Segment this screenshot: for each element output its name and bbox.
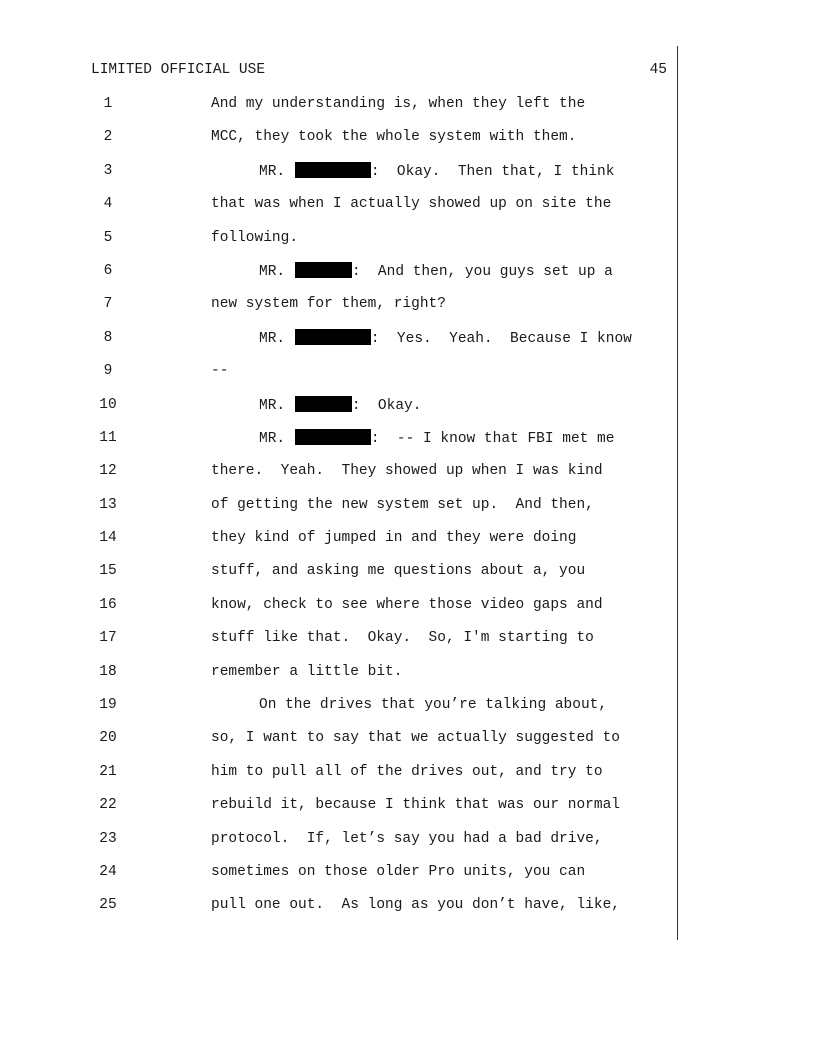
line-number: 17 (99, 630, 117, 647)
line-text: : Okay. (351, 397, 422, 414)
line-text: : Yes. Yeah. Because I know (370, 330, 632, 347)
line-text: remember a little bit. (211, 663, 403, 680)
redaction-box (295, 396, 352, 412)
line-text: stuff like that. Okay. So, I'm starting to (211, 630, 594, 647)
line-number: 9 (103, 363, 113, 380)
line-number: 5 (103, 229, 113, 246)
speaker-line (259, 262, 613, 281)
right-margin-rule (677, 46, 678, 940)
transcript-line (0, 427, 676, 460)
transcript-line (0, 694, 676, 727)
speaker-line (259, 396, 421, 415)
line-text: know, check to see where those video gaps and (211, 596, 603, 613)
line-number: 14 (99, 530, 117, 547)
transcript-line (0, 761, 676, 794)
transcript-line (0, 160, 676, 193)
speaker-title: MR. (259, 163, 286, 180)
line-text: : And then, you guys set up a (351, 263, 613, 280)
line-text: protocol. If, let’s say you had a bad drive, (211, 830, 603, 847)
transcript-line (0, 828, 676, 861)
transcript-line (0, 93, 676, 126)
page-number: 45 (649, 62, 667, 78)
redaction-box (295, 329, 371, 345)
transcript-line (0, 327, 676, 360)
line-text: On the drives that you’re talking about, (259, 697, 608, 714)
line-text: -- (211, 363, 229, 380)
transcript-line (0, 227, 676, 260)
line-text: : Okay. Then that, I think (370, 163, 615, 180)
line-number: 1 (103, 96, 113, 112)
transcript-line (0, 861, 676, 894)
transcript-line (0, 260, 676, 293)
speaker-line (259, 162, 614, 181)
transcript-line (0, 627, 676, 660)
line-text: And my understanding is, when they left the (211, 96, 586, 112)
line-text: : -- I know that FBI met me (370, 430, 615, 447)
redaction-box (295, 162, 371, 178)
speaker-title: MR. (259, 263, 286, 280)
speaker-title: MR. (259, 430, 286, 447)
line-number: 2 (103, 129, 113, 146)
line-text: him to pull all of the drives out, and try to (211, 763, 603, 780)
line-text: following. (211, 229, 299, 246)
transcript-line (0, 894, 676, 927)
transcript-line (0, 126, 676, 159)
line-text: pull one out. As long as you don’t have, like, (211, 897, 620, 914)
line-text: that was when I actually showed up on site the (211, 196, 612, 213)
speaker-title: MR. (259, 330, 286, 347)
transcript-line (0, 460, 676, 493)
line-number: 21 (99, 763, 117, 780)
line-number: 8 (103, 329, 113, 346)
transcript-line (0, 727, 676, 760)
transcript-line (0, 394, 676, 427)
line-number: 18 (99, 663, 117, 680)
transcript-lines (0, 93, 676, 928)
line-number: 15 (99, 563, 117, 580)
transcript-line (0, 293, 676, 326)
speaker-line (259, 329, 632, 348)
classification-header: LIMITED OFFICIAL USE (91, 62, 266, 78)
line-text: stuff, and asking me questions about a, you (211, 563, 586, 580)
line-text: MCC, they took the whole system with them. (211, 129, 577, 146)
line-text: there. Yeah. They showed up when I was kind (211, 463, 603, 480)
transcript-line (0, 193, 676, 226)
line-text: rebuild it, because I think that was our normal (211, 797, 620, 814)
line-text: so, I want to say that we actually suggested to (211, 730, 620, 747)
transcript-line (0, 594, 676, 627)
speaker-title: MR. (259, 397, 286, 414)
line-number: 11 (99, 429, 117, 446)
line-number: 10 (99, 396, 117, 413)
redaction-box (295, 262, 352, 278)
line-number: 22 (99, 797, 117, 814)
line-number: 24 (99, 863, 117, 880)
line-text: sometimes on those older Pro units, you can (211, 863, 586, 880)
speaker-line (259, 429, 614, 448)
line-number: 20 (99, 730, 117, 747)
transcript-line (0, 494, 676, 527)
line-number: 19 (99, 697, 117, 714)
transcript-line (0, 560, 676, 593)
line-number: 7 (103, 296, 113, 313)
line-number: 13 (99, 496, 117, 513)
line-text: of getting the new system set up. And then, (211, 496, 594, 513)
line-text: they kind of jumped in and they were doing (211, 530, 577, 547)
transcript-line (0, 661, 676, 694)
line-number: 3 (103, 162, 113, 179)
transcript-line (0, 527, 676, 560)
line-number: 25 (99, 897, 117, 914)
line-number: 6 (103, 262, 113, 279)
line-number: 12 (99, 463, 117, 480)
line-number: 4 (103, 196, 113, 213)
redaction-box (295, 429, 371, 445)
line-number: 16 (99, 596, 117, 613)
transcript-line (0, 360, 676, 393)
line-number: 23 (99, 830, 117, 847)
line-text: new system for them, right? (211, 296, 446, 313)
transcript-line (0, 794, 676, 827)
